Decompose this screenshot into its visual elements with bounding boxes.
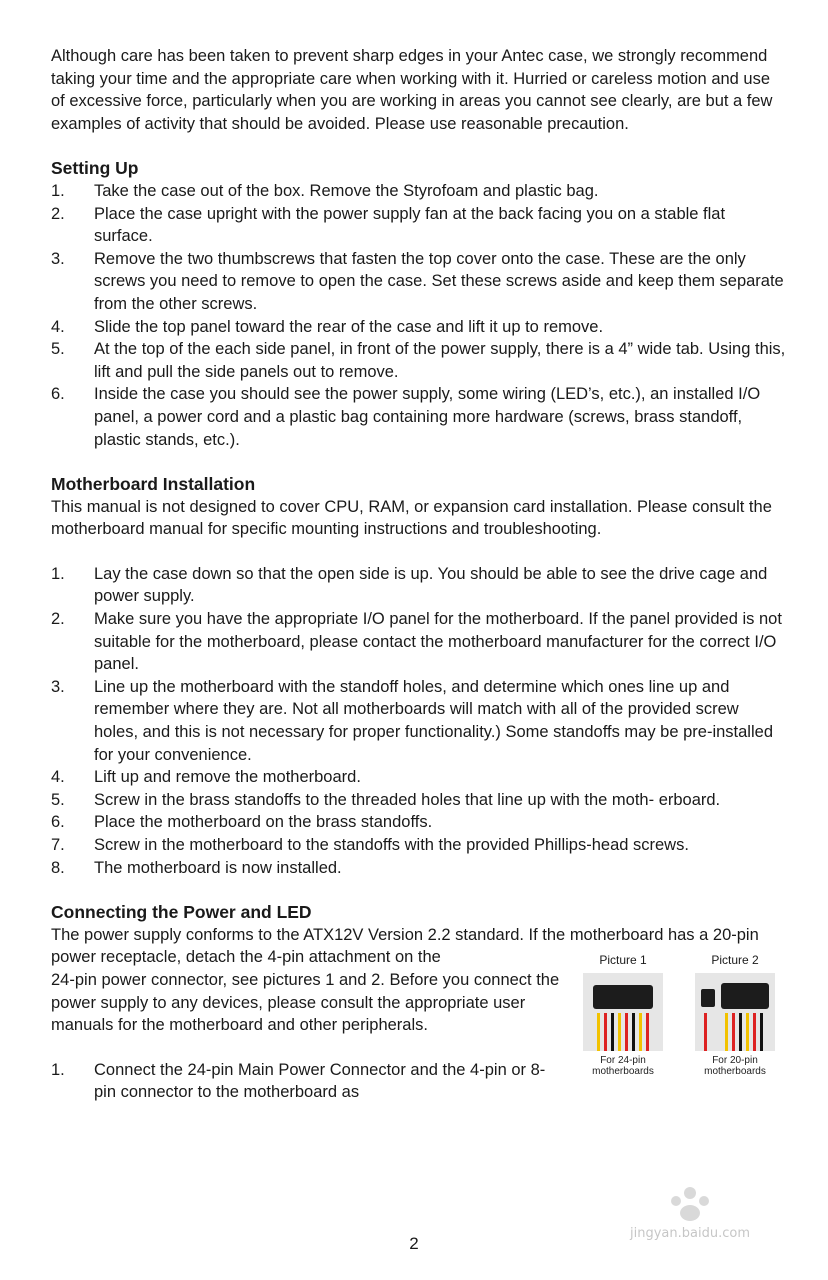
list-item: 3. Line up the motherboard with the standoff holes, and determine which ones line up and remember where they are. Not all motherboards will match with all of the provided screw holes, and this is not necessary for proper functionality.) Some standoffs may be pre-installed for your convenience. [51, 677, 773, 764]
20-pin-connector-photo [695, 973, 775, 1051]
picture-1-caption: Picture 1 [599, 953, 647, 968]
list-item: 1. Lay the case down so that the open side is up. You should be able to see the drive cage and power supply. [51, 564, 768, 606]
power-list [51, 1059, 561, 1104]
page-number: 2 [409, 1234, 419, 1253]
motherboard-heading: Motherboard Installation [51, 474, 256, 495]
list-item: 8. The motherboard is now installed. [51, 858, 342, 877]
power-heading: Connecting the Power and LED [51, 902, 312, 923]
list-item: 6. Inside the case you should see the power supply, some wiring (LED’s, etc.), an installed I/O panel, a power cord and a plastic bag containing more hardware (screws, brass standoff, plastic stands, etc.). [51, 385, 761, 449]
motherboard-section [51, 473, 786, 879]
intro-paragraph: Although care has been taken to prevent sharp edges in your Antec case, we strongly recommend taking your time and the appropriate care when working with it. Hurried or careless motion and use of excessive force, particularly when you are working in areas you cannot see clearly, are but a few examples of activity that should be avoided. Please use reasonable precaution. [51, 47, 773, 133]
setting-up-heading: Setting Up [51, 158, 139, 179]
list-item: 2. Make sure you have the appropriate I/O panel for the motherboard. If the panel provided is not suitable for the motherboard, please contact the motherboard manufacturer for the correct I/O panel. [51, 610, 782, 674]
motherboard-list [51, 563, 786, 879]
list-item: 4. Lift up and remove the motherboard. [51, 768, 361, 787]
list-item: 3. Remove the two thumbscrews that fasten the top cover onto the case. These are the only screws you need to remove to open the case. Set these screws aside and keep them separate from the other screws. [51, 249, 784, 313]
list-item: 1. Take the case out of the box. Remove the Styrofoam and plastic bag. [51, 181, 599, 200]
power-intro: The power supply conforms to the ATX12V Version 2.2 standard. If the motherboard has a 20-pin power receptacle, detach the 4-pin attachment on the [51, 925, 759, 967]
power-section [51, 901, 786, 1104]
picture-2-caption: Picture 2 [711, 953, 759, 968]
power-intro-wrapped: 24-pin power connector, see pictures 1 and 2. Before you connect the power supply to any devices, please consult the appropriate user manuals for the motherboard and other peripherals. [51, 970, 560, 1035]
list-item: 1. Connect the 24-pin Main Power Connector and the 4-pin or 8-pin connector to the motherboard as [51, 1060, 546, 1102]
list-item: 6. Place the motherboard on the brass standoffs. [51, 813, 433, 832]
picture-2 [693, 953, 777, 1077]
picture-2-subcaption: For 20-pin motherboards [704, 1055, 766, 1078]
list-item: 5. Screw in the brass standoffs to the threaded holes that line up with the moth- erboard. [51, 790, 721, 809]
list-item: 5. At the top of the each side panel, in front of the power supply, there is a 4” wide tab. Using this, lift and pull the side panels out to remove. [51, 340, 786, 381]
list-item: 7. Screw in the motherboard to the standoffs with the provided Phillips-head screws. [51, 836, 689, 854]
document-page [51, 45, 786, 1104]
motherboard-intro: This manual is not designed to cover CPU, RAM, or expansion card installation. Please consult the motherboard manual for specific mounting instructions and troubleshooting. [51, 497, 772, 539]
svg-text:jingyan.baidu.com: jingyan.baidu.com [630, 1226, 750, 1241]
list-item: 2. Place the case upright with the power supply fan at the back facing you on a stable flat surface. [51, 204, 726, 246]
connector-pictures [581, 953, 781, 1103]
picture-1-subcaption: For 24-pin motherboards [592, 1055, 654, 1078]
setting-up-list [51, 180, 786, 451]
baidu-watermark-logo [590, 1175, 790, 1245]
setting-up-section [51, 157, 786, 451]
list-item: 4. Slide the top panel toward the rear of the case and lift it up to remove. [51, 317, 604, 336]
24-pin-connector-photo [583, 973, 663, 1051]
picture-1 [581, 953, 665, 1077]
